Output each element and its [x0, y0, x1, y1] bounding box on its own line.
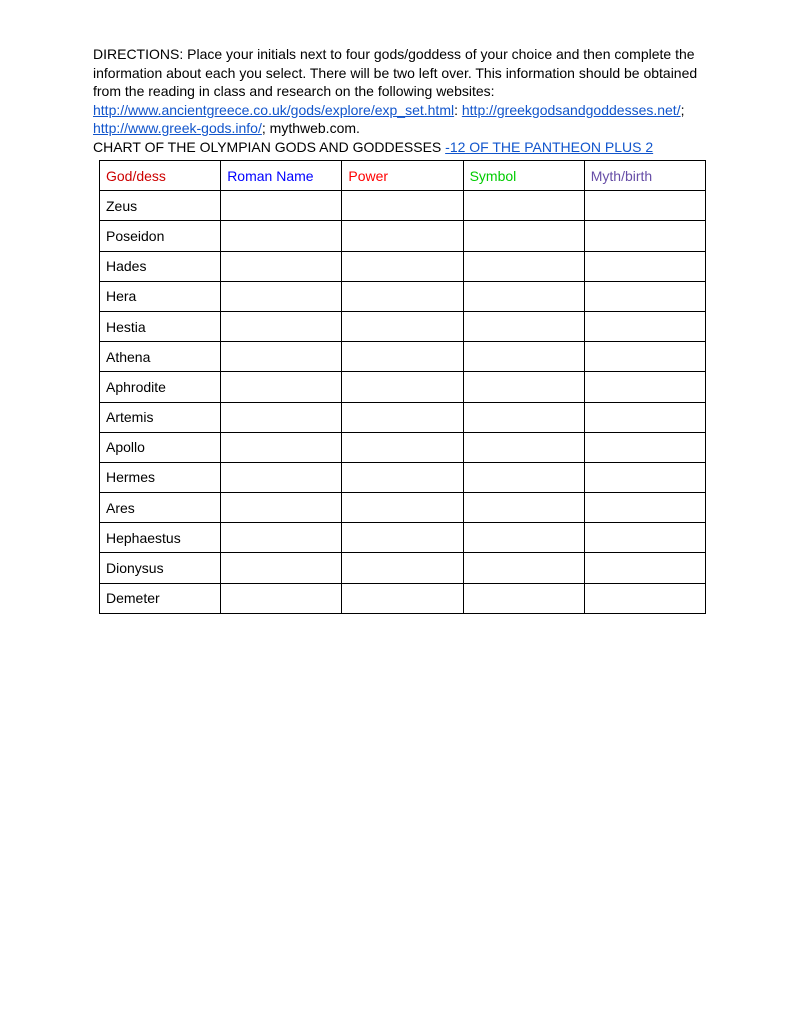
god-name-cell: Apollo: [100, 432, 221, 462]
empty-answer-cell[interactable]: [342, 553, 463, 583]
empty-answer-cell[interactable]: [463, 583, 584, 613]
empty-answer-cell[interactable]: [221, 523, 342, 553]
empty-answer-cell[interactable]: [221, 221, 342, 251]
empty-answer-cell[interactable]: [463, 221, 584, 251]
empty-answer-cell[interactable]: [463, 372, 584, 402]
empty-answer-cell[interactable]: [342, 432, 463, 462]
table-row: [100, 493, 706, 523]
link-greek-gods-info[interactable]: http://www.greek-gods.info/: [93, 120, 262, 136]
link-greekgodsandgoddesses[interactable]: http://greekgodsandgoddesses.net/: [461, 101, 681, 118]
empty-answer-cell[interactable]: [584, 523, 705, 553]
empty-answer-cell[interactable]: [221, 553, 342, 583]
empty-answer-cell[interactable]: [463, 432, 584, 462]
mythweb-text: ; mythweb.com.: [261, 120, 360, 136]
empty-answer-cell[interactable]: [463, 462, 584, 492]
empty-answer-cell[interactable]: [463, 553, 584, 583]
table-body: [100, 191, 706, 614]
table-row: [100, 372, 706, 402]
empty-answer-cell[interactable]: [584, 432, 705, 462]
empty-answer-cell[interactable]: [463, 251, 584, 281]
empty-answer-cell[interactable]: [584, 583, 705, 613]
table-row: [100, 523, 706, 553]
god-name-cell: Hestia: [100, 311, 221, 341]
god-name-cell: Demeter: [100, 583, 221, 613]
empty-answer-cell[interactable]: [463, 311, 584, 341]
empty-answer-cell[interactable]: [221, 583, 342, 613]
empty-answer-cell[interactable]: [463, 342, 584, 372]
directions-body: DIRECTIONS: Place your initials next to four gods/goddess of your choice and then complete the information about each you select. There will be two left over. This information should be obtained from the reading in class and research on the following websites:: [93, 46, 698, 99]
empty-answer-cell[interactable]: [221, 342, 342, 372]
empty-answer-cell[interactable]: [584, 311, 705, 341]
empty-answer-cell[interactable]: [584, 221, 705, 251]
chart-title: [93, 138, 713, 157]
empty-answer-cell[interactable]: [584, 402, 705, 432]
empty-answer-cell[interactable]: [342, 402, 463, 432]
god-name-cell: Poseidon: [100, 221, 221, 251]
table-row: [100, 281, 706, 311]
directions-text: [93, 45, 713, 138]
table-row: [100, 553, 706, 583]
chart-title-text: CHART OF THE OLYMPIAN GODS AND GODDESSES: [93, 138, 446, 155]
god-name-cell: Zeus: [100, 191, 221, 221]
empty-answer-cell[interactable]: [342, 342, 463, 372]
link-separator: ;: [680, 101, 685, 118]
link-ancientgreece[interactable]: http://www.ancientgreece.co.uk/gods/explore/exp_set.html: [93, 101, 455, 118]
god-name-cell: Athena: [100, 342, 221, 372]
empty-answer-cell[interactable]: [342, 251, 463, 281]
god-name-cell: Artemis: [100, 402, 221, 432]
empty-answer-cell[interactable]: [463, 523, 584, 553]
empty-answer-cell[interactable]: [584, 493, 705, 523]
god-name-cell: Hephaestus: [100, 523, 221, 553]
god-name-cell: Hermes: [100, 462, 221, 492]
empty-answer-cell[interactable]: [221, 251, 342, 281]
column-header: Myth/birth: [584, 161, 705, 191]
empty-answer-cell[interactable]: [342, 372, 463, 402]
god-name-cell: Aphrodite: [100, 372, 221, 402]
table-row: [100, 342, 706, 372]
empty-answer-cell[interactable]: [342, 221, 463, 251]
empty-answer-cell[interactable]: [463, 281, 584, 311]
empty-answer-cell[interactable]: [221, 493, 342, 523]
empty-answer-cell[interactable]: [221, 311, 342, 341]
empty-answer-cell[interactable]: [221, 402, 342, 432]
table-row: [100, 251, 706, 281]
empty-answer-cell[interactable]: [342, 191, 463, 221]
empty-answer-cell[interactable]: [342, 583, 463, 613]
table-row: [100, 221, 706, 251]
empty-answer-cell[interactable]: [584, 553, 705, 583]
table-row: [100, 462, 706, 492]
empty-answer-cell[interactable]: [463, 402, 584, 432]
empty-answer-cell[interactable]: [584, 462, 705, 492]
table-header-row: [100, 161, 706, 191]
empty-answer-cell[interactable]: [221, 281, 342, 311]
empty-answer-cell[interactable]: [342, 462, 463, 492]
table-row: [100, 432, 706, 462]
table-row: [100, 311, 706, 341]
empty-answer-cell[interactable]: [584, 342, 705, 372]
link-separator: :: [454, 101, 462, 118]
empty-answer-cell[interactable]: [584, 281, 705, 311]
column-header: Roman Name: [221, 161, 342, 191]
empty-answer-cell[interactable]: [584, 251, 705, 281]
empty-answer-cell[interactable]: [342, 281, 463, 311]
empty-answer-cell[interactable]: [463, 191, 584, 221]
empty-answer-cell[interactable]: [342, 493, 463, 523]
empty-answer-cell[interactable]: [584, 191, 705, 221]
table-row: [100, 191, 706, 221]
empty-answer-cell[interactable]: [342, 311, 463, 341]
column-header: Symbol: [463, 161, 584, 191]
document-page: [93, 45, 713, 156]
directions-block: [93, 45, 713, 138]
empty-answer-cell[interactable]: [463, 493, 584, 523]
god-name-cell: Ares: [100, 493, 221, 523]
gods-table: [99, 160, 706, 614]
god-name-cell: Dionysus: [100, 553, 221, 583]
empty-answer-cell[interactable]: [221, 372, 342, 402]
table-row: [100, 402, 706, 432]
table-row: [100, 583, 706, 613]
column-header: God/dess: [100, 161, 221, 191]
column-header: Power: [342, 161, 463, 191]
empty-answer-cell[interactable]: [584, 372, 705, 402]
empty-answer-cell[interactable]: [221, 432, 342, 462]
empty-answer-cell[interactable]: [221, 191, 342, 221]
god-name-cell: Hades: [100, 251, 221, 281]
pantheon-link[interactable]: -12 OF THE PANTHEON PLUS 2: [445, 138, 654, 155]
empty-answer-cell[interactable]: [221, 462, 342, 492]
god-name-cell: Hera: [100, 281, 221, 311]
empty-answer-cell[interactable]: [342, 523, 463, 553]
